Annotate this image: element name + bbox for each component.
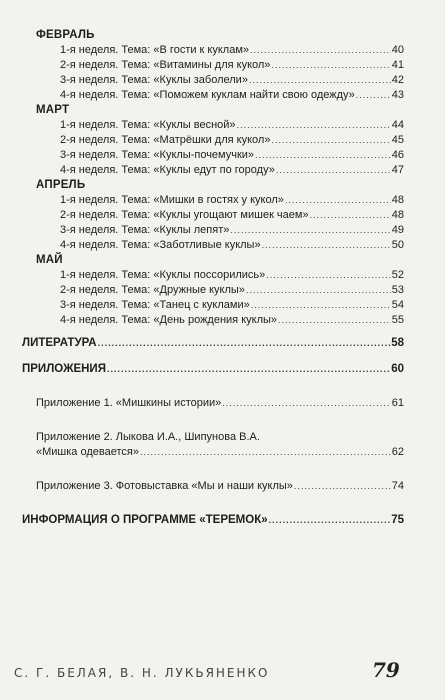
toc-entry-appendix-3: Приложение 3. Фотовыставка «Мы и наши куклы» ..... 74: [22, 479, 404, 494]
toc-entry: 1-я неделя. Тема: «Куклы весной» ..... 44: [22, 118, 404, 133]
toc-entry: 2-я неделя. Тема: «Куклы угощают мишек чаем» ..... 48: [22, 208, 404, 223]
toc-entry-appendix-1: Приложение 1. «Мишкины истории» ..... 61: [22, 396, 404, 411]
toc-entry: 4-я неделя. Тема: «День рождения куклы» ..... 55: [22, 313, 404, 328]
toc-entry: 4-я неделя. Тема: «Поможем куклам найти свою одежду» ..... 43: [22, 88, 404, 103]
toc-entry: 3-я неделя. Тема: «Танец с куклами» ..... 54: [22, 298, 404, 313]
month-heading-may: МАЙ: [36, 254, 63, 266]
toc-entry: 2-я неделя. Тема: «Витамины для кукол» ..... 41: [22, 58, 404, 73]
month-heading-march: МАРТ: [36, 104, 70, 116]
month-heading-april: АПРЕЛЬ: [36, 179, 86, 191]
toc-entry-appendices: ПРИЛОЖЕНИЯ ..... 60: [22, 362, 404, 377]
running-footer-authors: С. Г. БЕЛАЯ, В. Н. ЛУКЬЯНЕНКО: [14, 666, 270, 680]
toc-entry: 3-я неделя. Тема: «Куклы заболели» ..... 42: [22, 73, 404, 88]
toc-entry-program-info: ИНФОРМАЦИЯ О ПРОГРАММЕ «ТЕРЕМОК» ..... 75: [22, 513, 404, 528]
toc-entry: 2-я неделя. Тема: «Матрёшки для кукол» ..... 45: [22, 133, 404, 148]
table-of-contents: [22, 28, 404, 528]
toc-entry: 2-я неделя. Тема: «Дружные куклы» ..... 53: [22, 283, 404, 298]
toc-entry: 1-я неделя. Тема: «Куклы поссорились» ..... 52: [22, 268, 404, 283]
toc-entry: 3-я неделя. Тема: «Куклы-почемучки» ..... 46: [22, 148, 404, 163]
page-number: 79: [372, 658, 400, 682]
toc-entry: 1-я неделя. Тема: «В гости к куклам» ..... 40: [22, 43, 404, 58]
toc-entry: 1-я неделя. Тема: «Мишки в гостях у кукол» ..... 48: [22, 193, 404, 208]
toc-entry-literature: ЛИТЕРАТУРА ..... 58: [22, 336, 404, 351]
month-heading-february: ФЕВРАЛЬ: [36, 29, 95, 41]
toc-entry: 3-я неделя. Тема: «Куклы лепят» ..... 49: [22, 223, 404, 238]
toc-entry-appendix-2: «Мишка одевается» ..... 62: [22, 445, 404, 460]
toc-entry-appendix-2-line1: Приложение 2. Лыкова И.А., Шипунова В.А.: [36, 431, 260, 443]
toc-entry: 4-я неделя. Тема: «Куклы едут по городу» ..... 47: [22, 163, 404, 178]
toc-entry: 4-я неделя. Тема: «Заботливые куклы» ..... 50: [22, 238, 404, 253]
